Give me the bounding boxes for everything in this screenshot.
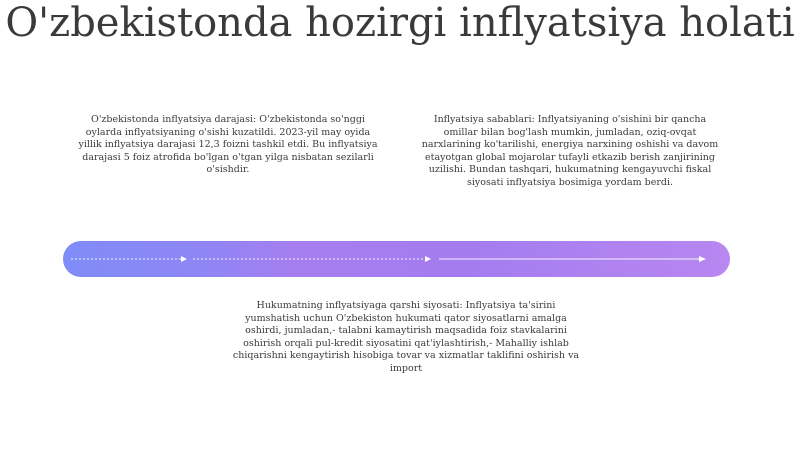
- section-inflation-causes: Inflyatsiya sabablari: Inflyatsiyaning o'sishini bir qancha omillar bilan bog'lash mumkin, jumladan, oziq-ovqat narxlarining ko'tarilishi, energiya narxining oshishi va davom etayotgan global mojarolar tufayli etkazib berish zanjirining uzilishi. Bundan tashqari, hukumatning kengayuvchi fiskal siyosati inflyatsiya bosimiga yordam berdi.: [421, 114, 719, 188]
- timeline-arrow-2: [193, 256, 431, 262]
- timeline-arrows: [63, 241, 730, 277]
- arrow-right-icon: [425, 256, 431, 262]
- timeline-arrow-1: [71, 256, 187, 262]
- section-inflation-level: O'zbekistonda inflyatsiya darajasi: O'zbekistonda so'nggi oylarda inflyatsiyaning o'sishi kuzatildi. 2023-yil may oyida yillik inflyatsiya darajasi 12,3 foizni tashkil etdi. Bu inflyatsiya darajasi 5 foiz atrofida bo'lgan o'tgan yilga nisbatan sezilarli o'sishdir.: [78, 114, 378, 176]
- timeline-bar: [63, 241, 730, 277]
- arrow-right-icon: [181, 256, 187, 262]
- page-title: O'zbekistonda hozirgi inflyatsiya holati: [5, 0, 795, 46]
- arrow-right-icon: [699, 256, 706, 262]
- timeline-arrow-3: [439, 256, 706, 262]
- section-anti-inflation-policy: Hukumatning inflyatsiyaga qarshi siyosati: Inflyatsiya ta'sirini yumshatish uchun O'zbekiston hukumati qator siyosatlarni amalga oshirdi, jumladan,- talabni kamaytirish maqsadida foiz stavkalarini oshirish orqali pul-kredit siyosatini qat'iylashtirish,- Mahalliy ishlab chiqarishni kengaytirish hisobiga tovar va xizmatlar taklifini oshirish va import: [232, 300, 580, 374]
